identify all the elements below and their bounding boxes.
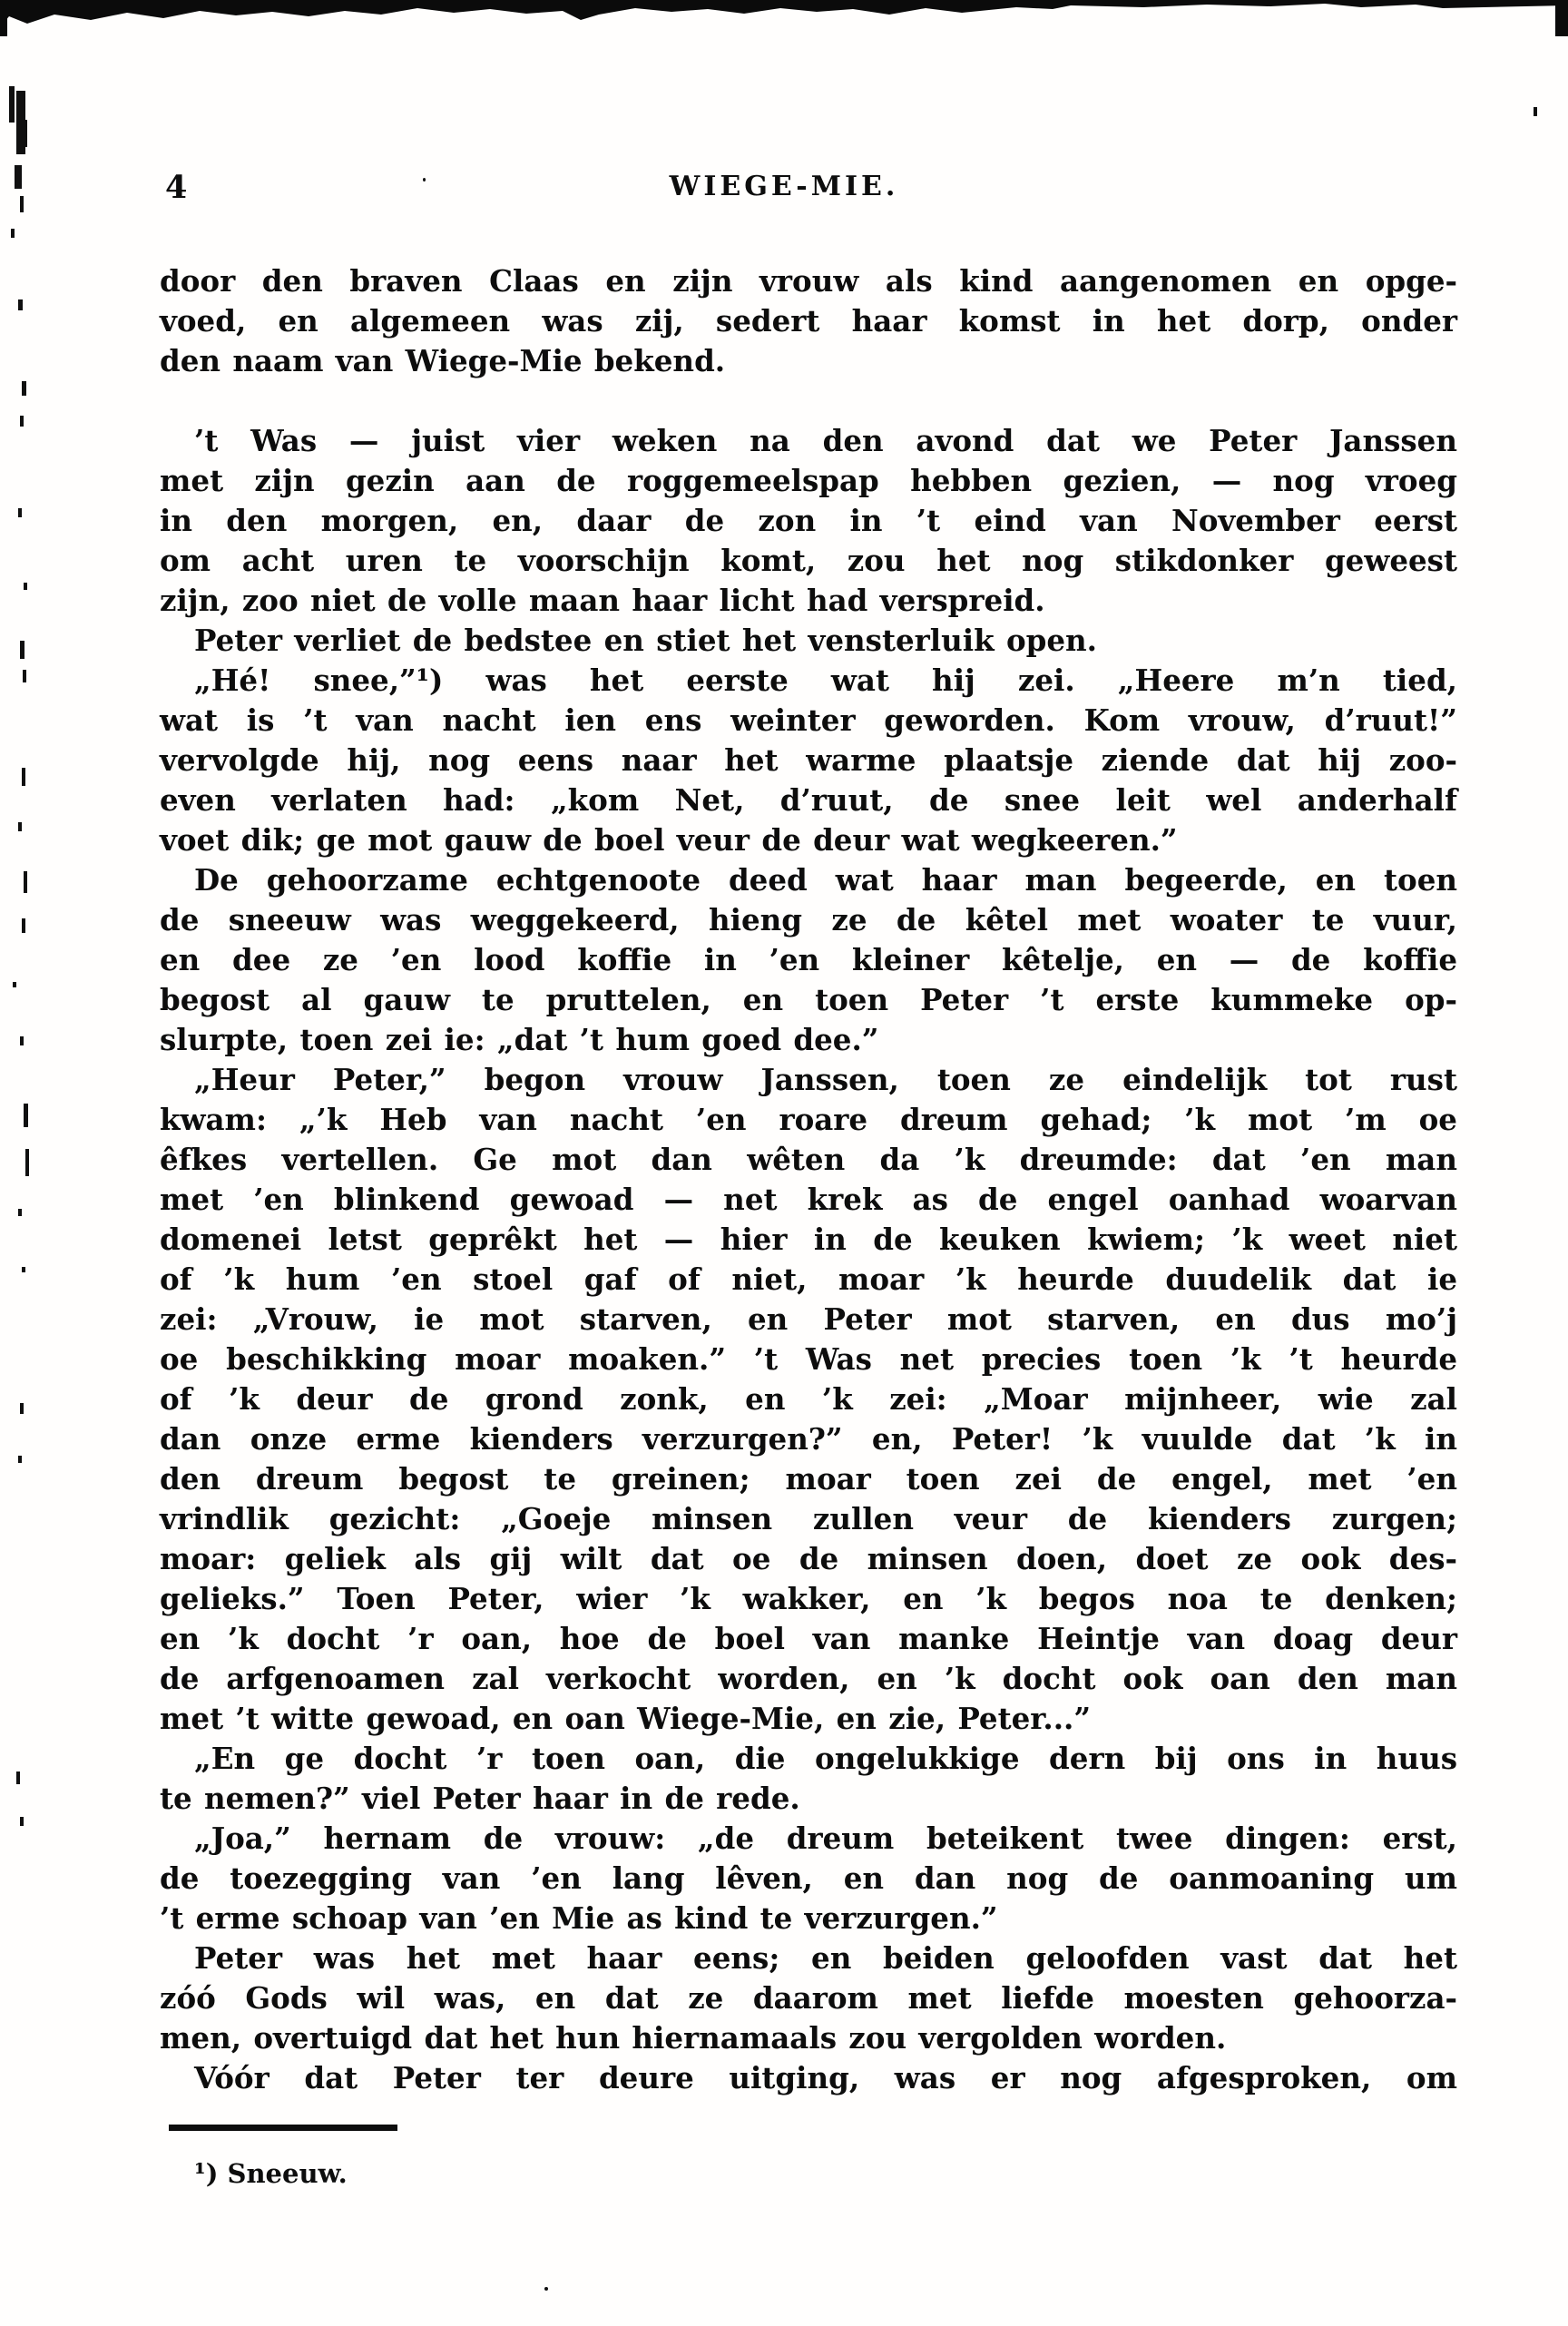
text-line: moar: geliek als gij wilt dat oe de minsen doen, doet ze ook des-	[160, 1541, 1457, 1576]
text-line: te nemen?” viel Peter haar in de rede.	[160, 1781, 800, 1816]
text-line: begost al gauw te pruttelen, en toen Peter ’t erste kummeke op-	[160, 982, 1457, 1017]
footnote: ¹) Sneeuw.	[194, 2158, 348, 2189]
text-line: met ’en blinkend gewoad — net krek as de engel oanhad woarvan	[160, 1182, 1457, 1217]
text-line: „Joa,” hernam de vrouw: „de dreum beteikent twee dingen: erst,	[194, 1821, 1457, 1856]
text-line: men, overtuigd dat het hun hiernamaals zou vergolden worden.	[160, 2020, 1227, 2056]
scan-artifact	[22, 381, 26, 396]
paragraph	[160, 621, 1457, 661]
text-line: om acht uren te voorschijn komt, zou het nog stikdonker geweest	[160, 543, 1457, 578]
text-line: den dreum begost te greinen; moar toen zei de engel, met ’en	[160, 1461, 1457, 1497]
scan-artifact	[23, 670, 26, 682]
text-line: even verlaten had: „kom Net, d’ruut, de snee leit wel anderhalf	[160, 782, 1457, 818]
running-title: WIEGE-MIE.	[669, 171, 899, 202]
text-line: dan onze erme kienders verzurgen?” en, Peter! ’k vuulde dat ’k in	[160, 1421, 1457, 1457]
text-line: „Hé! snee,”¹) was het eerste wat hij zei. „Heere m’n tied,	[194, 662, 1457, 698]
scan-artifact	[22, 120, 27, 147]
text-line: zóó Gods wil was, en dat ze daarom met liefde moesten gehoorza-	[160, 1980, 1457, 2016]
text-line: den naam van Wiege-Mie bekend.	[160, 343, 726, 378]
text-line: Vóór dat Peter ter deure uitging, was er nog afgesproken, om	[194, 2060, 1457, 2095]
scan-artifact	[18, 508, 22, 517]
scan-artifact	[20, 1403, 24, 1414]
scan-artifact	[20, 1817, 24, 1826]
text-line: ’t erme schoap van ’en Mie as kind te verzurgen.”	[160, 1900, 998, 1936]
text-line: door den braven Claas en zijn vrouw als kind aangenomen en opge-	[160, 263, 1457, 299]
text-line: met ’t witte gewoad, en oan Wiege-Mie, en zie, Peter...”	[160, 1701, 1092, 1736]
text-line: gelieks.” Toen Peter, wier ’k wakker, en ’k begos noa te denken;	[160, 1581, 1457, 1616]
text-line: êfkes vertellen. Ge mot dan wêten da ’k dreumde: dat ’en man	[160, 1142, 1457, 1177]
scan-artifact	[22, 1267, 25, 1272]
text-line: voet dik; ge mot gauw de boel veur de deur wat wegkeeren.”	[160, 822, 1178, 858]
paragraph	[160, 1819, 1457, 1938]
scan-artifact	[18, 1209, 22, 1216]
scan-artifact	[24, 1104, 28, 1127]
text-line: met zijn gezin aan de roggemeelspap hebben gezien, — nog vroeg	[160, 463, 1457, 498]
body-text	[160, 261, 1457, 2098]
text-line: vrindlik gezicht: „Goeje minsen zullen veur de kienders zurgen;	[160, 1501, 1457, 1536]
scan-edge-artifact	[0, 0, 1568, 36]
scan-artifact	[25, 1149, 29, 1176]
scan-artifact	[423, 178, 426, 182]
text-line: en ’k docht ’r oan, hoe de boel van manke Heintje van doag deur	[160, 1621, 1457, 1656]
scan-artifact	[9, 86, 15, 123]
text-line: of ’k hum ’en stoel gaf of niet, moar ’k heurde duudelik dat ie	[160, 1261, 1457, 1297]
text-line: domenei letst geprêkt het — hier in de keuken kwiem; ’k weet niet	[160, 1222, 1457, 1257]
text-line: wat is ’t van nacht ien ens weinter geworden. Kom vrouw, d’ruut!”	[160, 702, 1457, 738]
paragraph	[160, 860, 1457, 1060]
paragraph	[160, 1739, 1457, 1819]
paragraph	[160, 1938, 1457, 2058]
scan-artifact	[18, 822, 22, 831]
text-line: vervolgde hij, nog eens naar het warme plaatsje ziende dat hij zoo-	[160, 742, 1457, 778]
paragraph	[160, 421, 1457, 621]
text-line: de toezegging van ’en lang lêven, en dan nog de oanmoaning um	[160, 1860, 1457, 1896]
scan-artifact	[22, 768, 25, 786]
scan-artifact	[544, 2287, 548, 2291]
scan-artifact	[24, 583, 27, 590]
text-line: voed, en algemeen was zij, sedert haar komst in het dorp, onder	[160, 303, 1457, 339]
text-line: de sneeuw was weggekeerd, hieng ze de kêtel met woater te vuur,	[160, 902, 1457, 937]
text-line: ’t Was — juist vier weken na den avond dat we Peter Janssen	[194, 423, 1457, 458]
text-line: „En ge docht ’r toen oan, die ongelukkige dern bij ons in huus	[194, 1741, 1457, 1776]
text-line: de arfgenoamen zal verkocht worden, en ’k docht ook oan den man	[160, 1661, 1457, 1696]
text-line: Peter was het met haar eens; en beiden geloofden vast dat het	[194, 1940, 1457, 1976]
text-line: oe beschikking moar moaken.” ’t Was net precies toen ’k ’t heurde	[160, 1341, 1457, 1377]
scan-artifact	[16, 1771, 20, 1784]
paragraph	[160, 2058, 1457, 2098]
scan-artifact	[15, 165, 22, 189]
scan-artifact	[20, 416, 24, 427]
text-line: kwam: „’k Heb van nacht ’en roare dreum gehad; ’k mot ’m oe	[160, 1102, 1457, 1137]
scan-artifact	[18, 1456, 22, 1463]
text-line: en dee ze ’en lood koffie in ’en kleiner kêtelje, en — de koffie	[160, 942, 1457, 977]
scan-artifact	[13, 982, 16, 987]
paragraph	[160, 661, 1457, 860]
text-line: „Heur Peter,” begon vrouw Janssen, toen ze eindelijk tot rust	[194, 1062, 1457, 1097]
paragraph	[160, 261, 1457, 381]
text-line: slurpte, toen zei ie: „dat ’t hum goed dee.”	[160, 1022, 879, 1057]
scan-artifact	[20, 641, 24, 659]
page-number: 4	[165, 169, 188, 206]
scan-artifact	[22, 918, 25, 933]
text-line: zei: „Vrouw, ie mot starven, en Peter mot starven, en dus mo’j	[160, 1301, 1457, 1337]
text-line: in den morgen, en, daar de zon in ’t eind van November eerst	[160, 503, 1457, 538]
scan-artifact	[11, 229, 15, 238]
paragraph	[160, 1060, 1457, 1739]
scan-artifact	[20, 196, 24, 212]
footnote-rule	[169, 2125, 397, 2131]
scan-artifact	[18, 299, 23, 310]
scan-artifact	[24, 871, 27, 893]
text-line: De gehoorzame echtgenoote deed wat haar man begeerde, en toen	[194, 862, 1457, 898]
scan-artifact	[1534, 107, 1537, 116]
text-line: Peter verliet de bedstee en stiet het vensterluik open.	[194, 623, 1097, 658]
text-line: zijn, zoo niet de volle maan haar licht had verspreid.	[160, 583, 1045, 618]
scan-artifact	[20, 1036, 24, 1045]
text-line: of ’k deur de grond zonk, en ’k zei: „Moar mijnheer, wie zal	[160, 1381, 1457, 1417]
